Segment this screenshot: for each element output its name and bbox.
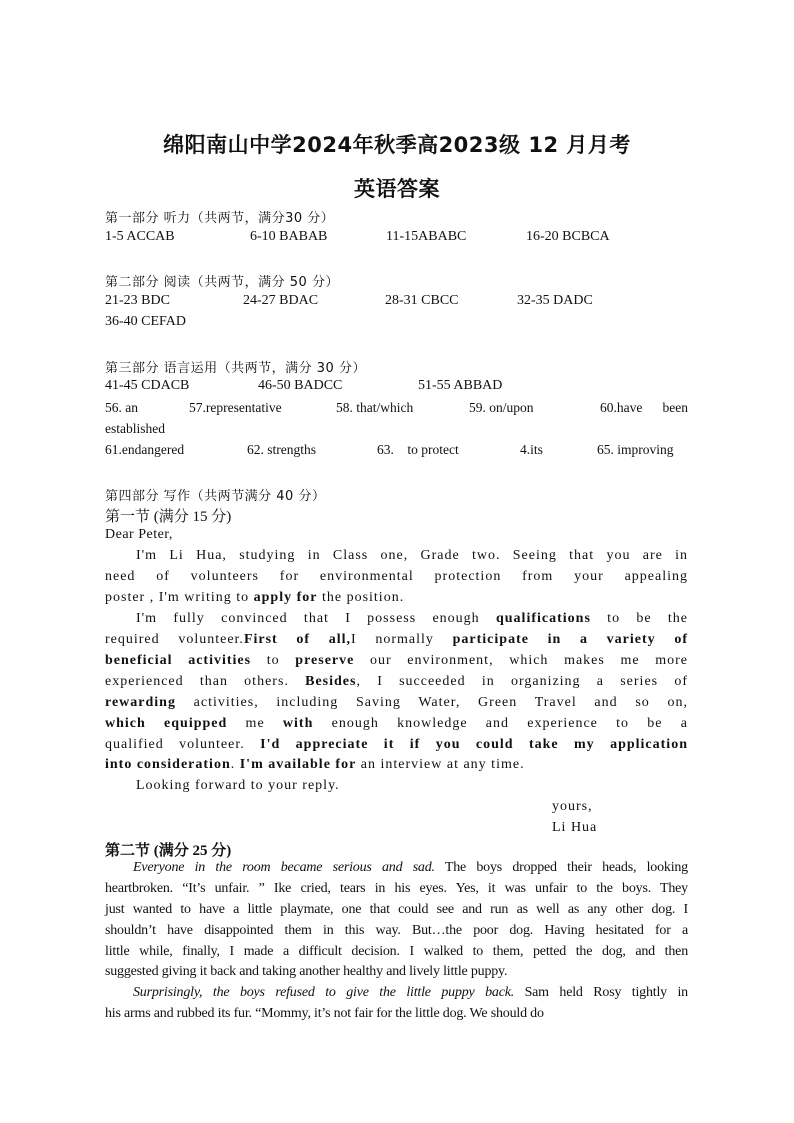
letter-line: poster , I'm writing to apply for the position. (105, 590, 405, 605)
answer-group: 21-23 BDC (105, 293, 170, 308)
answer-group: 51-55 ABBAD (418, 378, 503, 393)
document-title: 绵阳南山中学2024年秋季高2023级 12 月月考 (163, 133, 631, 157)
document-subtitle: 英语答案 (354, 177, 440, 201)
answer-group: 24-27 BDAC (243, 293, 319, 308)
answer-group: 6-10 BABAB (250, 229, 328, 244)
answer-continuation: established (105, 421, 165, 436)
letter-line: qualified volunteer. I'd appreciate it if you could take my application (105, 737, 688, 752)
letter-line: need of volunteers for environmental protection from your appealing (105, 569, 688, 584)
answer-group: 16-20 BCBCA (526, 229, 610, 244)
story-line: heartbroken. “It’s unfair. ” Ike cried, tears in his eyes. Yes, it was unfair to the boys. They (105, 881, 688, 896)
section2-title: 第二节 (满分 25 分) (105, 843, 232, 859)
letter-line: I'm Li Hua, studying in Class one, Grade two. Seeing that you are in (136, 548, 688, 563)
answer-group: 28-31 CBCC (385, 293, 459, 308)
part3-answer-row (105, 400, 690, 420)
story-line: just wanted to have a little playmate, one that could see and run as well as any other dog. I (105, 902, 688, 917)
story-line: Everyone in the room became serious and sad. The boys dropped their heads, looking (133, 860, 688, 875)
part4-heading: 第四部分 写作（共两节满分 40 分） (105, 489, 326, 504)
section1-title: 第一节 (满分 15 分) (105, 509, 232, 525)
answer-item: 60.have been (600, 400, 688, 415)
letter-line: which equipped me with enough knowledge and experience to be a (105, 716, 688, 731)
answer-group: 46-50 BADCC (258, 378, 343, 393)
answer-item: 56. an (105, 400, 138, 415)
letter-line: into consideration. I'm available for an interview at any time. (105, 757, 525, 772)
story-line: shouldn’t have disappointed them in this way. But…the poor dog. Having hesitated for a (105, 923, 688, 938)
story-line: his arms and rubbed its fur. “Mommy, it’s not fair for the little dog. We should do (105, 1006, 544, 1021)
part3-answer-row (105, 378, 690, 398)
answer-group: 41-45 CDACB (105, 378, 190, 393)
answer-item: 59. on/upon (469, 400, 534, 415)
part2-answer-row (105, 293, 690, 313)
part1-answer-row (105, 229, 690, 249)
answer-item: 65. improving (597, 442, 674, 457)
story-line: little while, finally, I made a difficult decision. I walked to them, petted the dog, and then (105, 944, 688, 959)
letter-line: experienced than others. Besides, I succeeded in organizing a series of (105, 674, 688, 689)
letter-closing: yours, (552, 799, 593, 814)
letter-line: beneficial activities to preserve our environment, which makes me more (105, 653, 689, 668)
answer-item: 61.endangered (105, 442, 185, 457)
answer-group: 36-40 CEFAD (105, 314, 187, 329)
answer-item: 57.representative (189, 400, 282, 415)
part3-heading: 第三部分 语言运用（共两节，满分 30 分） (105, 361, 366, 376)
part2-answer-row (105, 314, 690, 334)
letter-line: rewarding activities, including Saving Water, Green Travel and so on, (105, 695, 688, 710)
answer-group: 11-15ABABC (386, 229, 467, 244)
letter-greeting: Dear Peter, (105, 527, 173, 542)
answer-item: 63. to protect (377, 442, 459, 457)
answer-group: 32-35 DADC (517, 293, 593, 308)
part2-heading: 第二部分 阅读（共两节，满分 50 分） (105, 275, 339, 290)
story-line: suggested giving it back and taking another healthy and lively little puppy. (105, 964, 508, 979)
part3-answer-row (105, 442, 690, 462)
letter-line: Looking forward to your reply. (136, 778, 340, 793)
answer-item: 58. that/which (336, 400, 414, 415)
letter-line: I'm fully convinced that I possess enough qualifications to be the (136, 611, 688, 626)
answer-item: 62. strengths (247, 442, 316, 457)
part1-heading: 第一部分 听力（共两节，满分30 分） (105, 211, 335, 226)
story-line: Surprisingly, the boys refused to give the little puppy back. Sam held Rosy tightly in (133, 985, 688, 1000)
answer-group: 1-5 ACCAB (105, 229, 175, 244)
answer-item: 4.its (520, 442, 543, 457)
letter-signature: Li Hua (552, 820, 598, 835)
letter-line: required volunteer.First of all,I normally participate in a variety of (105, 632, 689, 647)
